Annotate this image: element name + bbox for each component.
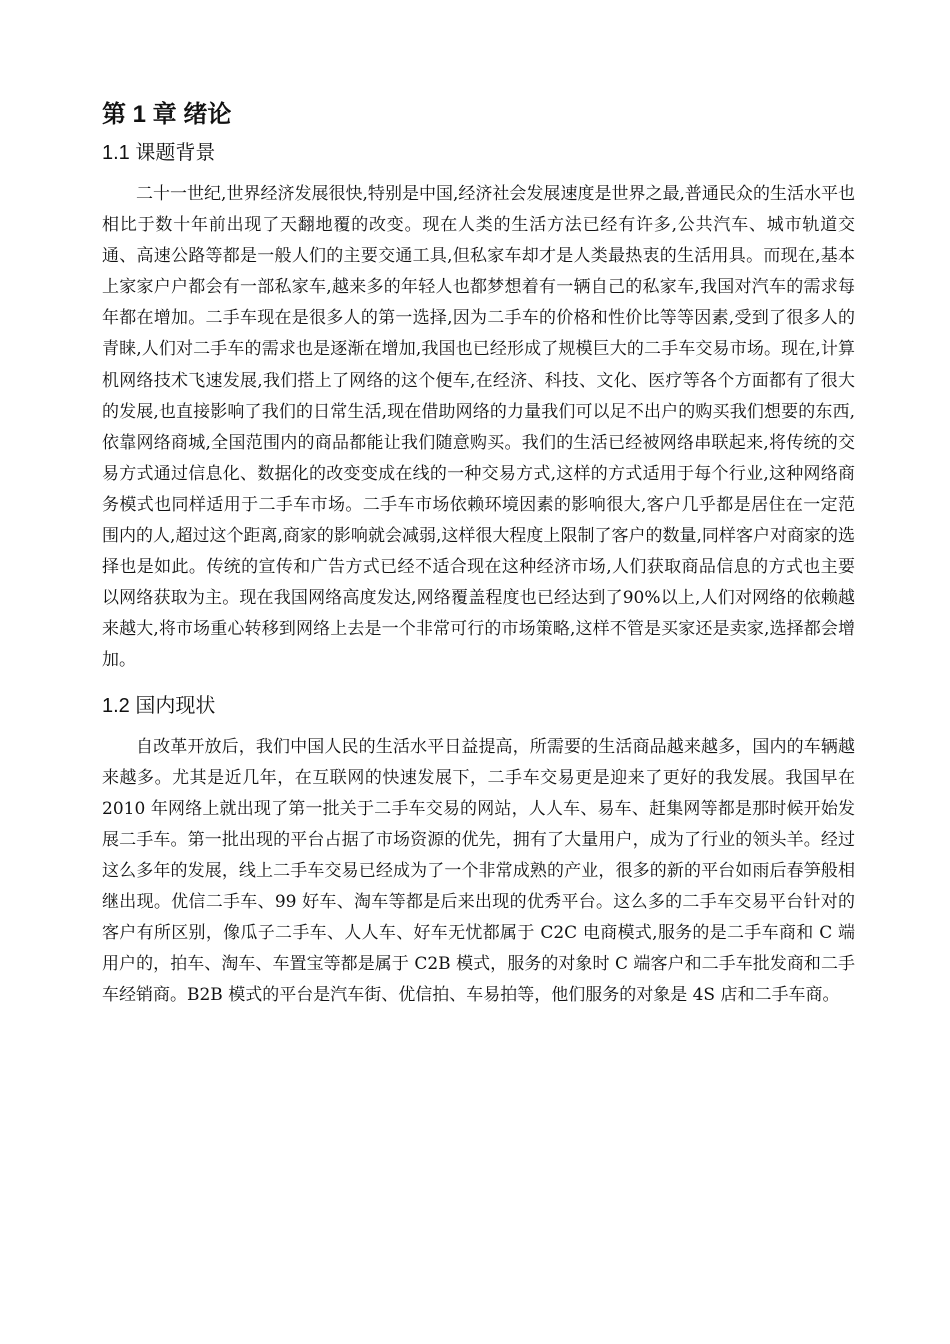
section-title-domestic-status: 1.2 国内现状 — [102, 694, 216, 717]
document-page — [102, 98, 855, 1011]
domestic-status-paragraph: 自改革开放后，我们中国人民的生活水平日益提高，所需要的生活商品越来越多，国内的车辆越来越多。尤其是近几年，在互联网的快速发展下，二手车交易更是迎来了更好的我发展。我国早在 2010 年网络上就出现了第一批关于二手车交易的网站，人人车、易车、赶集网等都是那时候开始发展二手车。第一批出现的平台占据了市场资源的优先，拥有了大量用户，成为了行业的领头羊。经过这么多年的发展，线上二手车交易已经成为了一个非常成熟的产业，很多的新的平台如雨后春笋般相继出现。优信二手车、99 好车、淘车等都是后来出现的优秀平台。这么多的二手车交易平台针对的客户有所区别，像瓜子二手车、人人车、好车无忧都属于 C2C 电商模式,服务的是二手车商和 C 端用户的，拍车、淘车、车置宝等都是属于 C2B 模式，服务的对象时 C 端客户和二手车批发商和二手车经销商。B2B 模式的平台是汽车街、优信拍、车易拍等，他们服务的对象是 4S 店和二手车商。 — [102, 736, 855, 1006]
section-domestic-status — [102, 691, 855, 1012]
section-background — [102, 138, 855, 677]
chapter-title: 第 1 章 绪论 — [102, 101, 232, 128]
background-paragraph: 二十一世纪,世界经济发展很快,特别是中国,经济社会发展速度是世界之最,普通民众的生活水平也相比于数十年前出现了天翻地覆的改变。现在人类的生活方法已经有许多,公共汽车、城市轨道交通、高速公路等都是一般人们的主要交通工具,但私家车却才是人类最热衷的生活用具。而现在,基本上家家户户都会有一部私家车,越来多的年轻人也都梦想着有一辆自己的私家车,我国对汽车的需求每年都在增加。二手车现在是很多人的第一选择,因为二手车的价格和性价比等等因素,受到了很多人的青睐,人们对二手车的需求也是逐渐在增加,我国也已经形成了规模巨大的二手车交易市场。现在,计算机网络技术飞速发展,我们搭上了网络的这个便车,在经济、科技、文化、医疗等各个方面都有了很大的发展,也直接影响了我们的日常生活,现在借助网络的力量我们可以足不出户的购买我们想要的东西,依靠网络商城,全国范围内的商品都能让我们随意购买。我们的生活已经被网络串联起来,将传统的交易方式通过信息化、数据化的改变变成在线的一种交易方式,这样的方式适用于每个行业,这种网络商务模式也同样适用于二手车市场。二手车市场依赖环境因素的影响很大,客户几乎都是居住在一定范围内的人,超过这个距离,商家的影响就会减弱,这样很大程度上限制了客户的数量,同样客户对商家的选择也是如此。传统的宣传和广告方式已经不适合现在这种经济市场,人们获取商品信息的方式也主要以网络获取为主。现在我国网络高度发达,网络覆盖程度也已经达到了90%以上,人们对网络的依赖越来越大,将市场重心转移到网络上去是一个非常可行的市场策略,这样不管是买家还是卖家,选择都会增加。 — [102, 184, 855, 671]
section-title-background: 1.1 课题背景 — [102, 142, 216, 164]
